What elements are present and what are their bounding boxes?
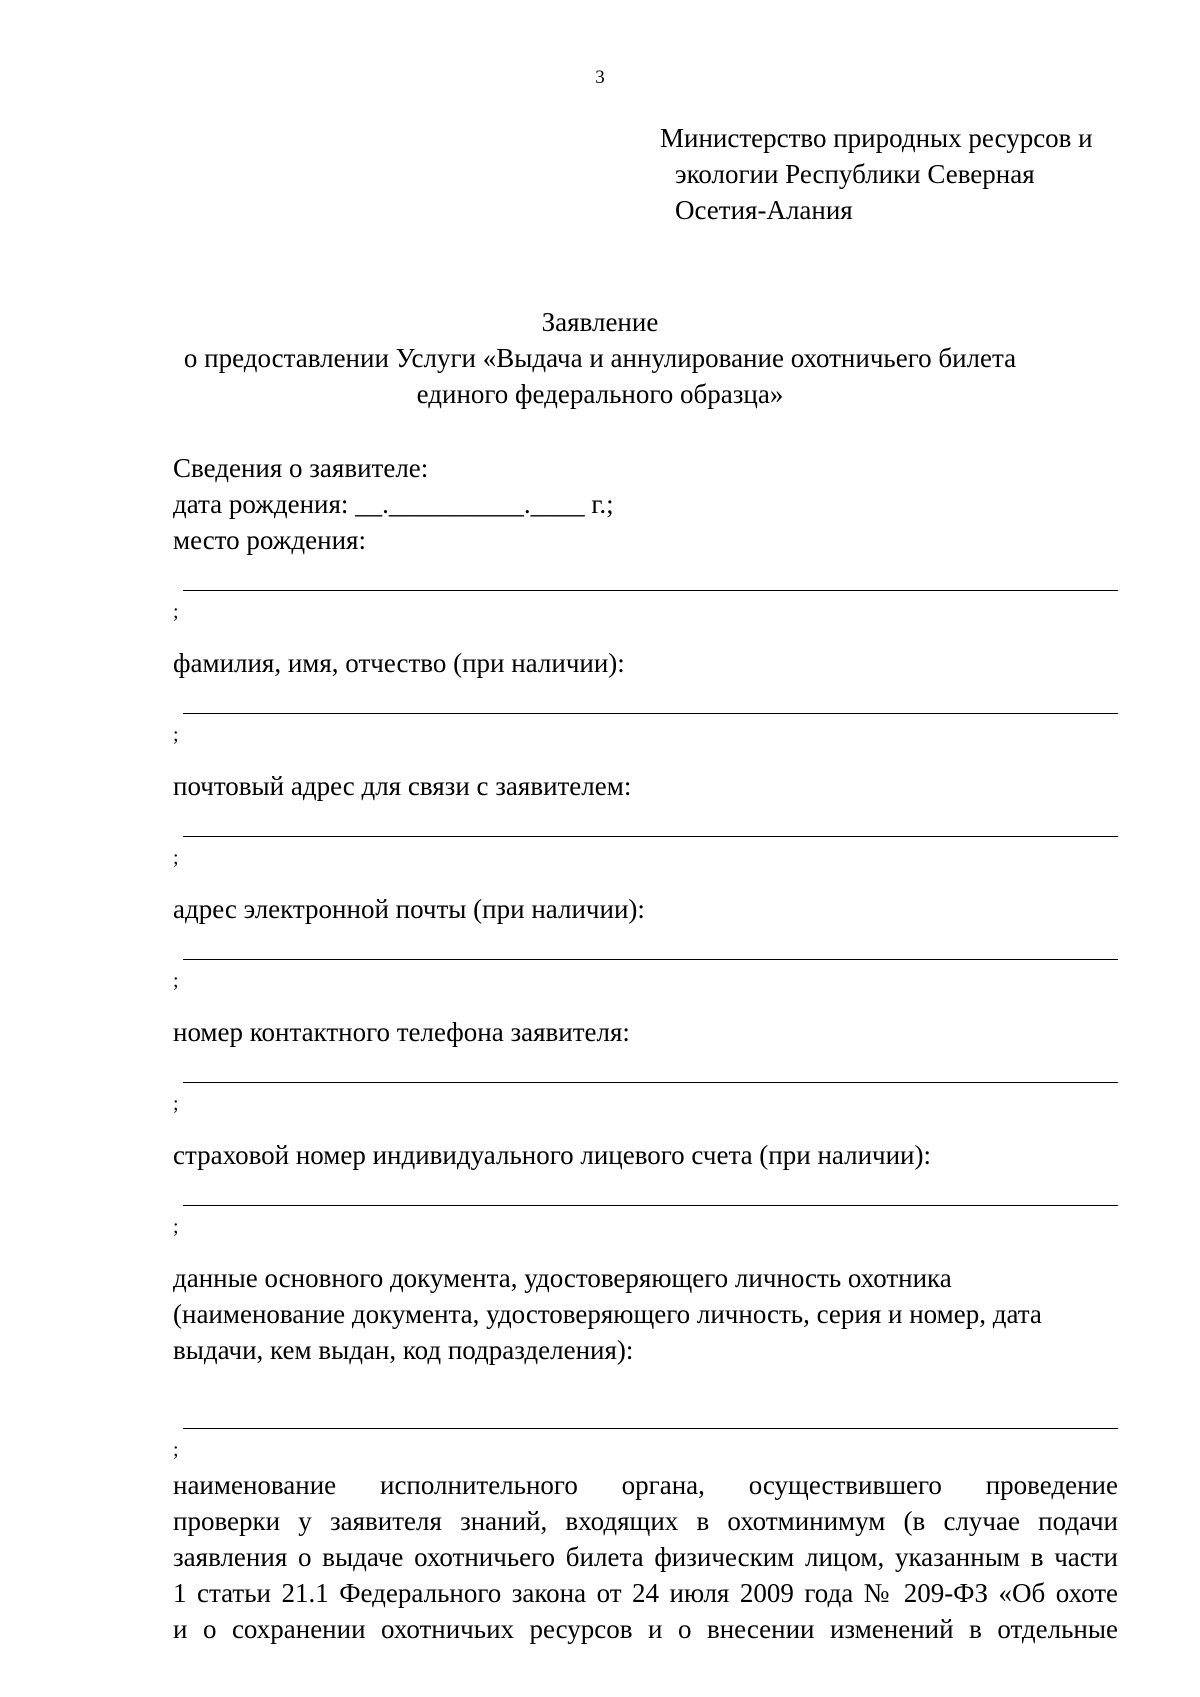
field-terminator: ;: [173, 1093, 179, 1115]
phone-label: номер контактного телефона заявителя:: [173, 1017, 630, 1047]
full-name-label: фамилия, имя, отчество (при наличии):: [173, 648, 625, 678]
application-form: [173, 450, 1118, 1647]
email-input-line[interactable]: [183, 927, 1118, 960]
title-heading: Заявление: [541, 307, 659, 337]
addressee-line: экологии Республики Северная: [675, 159, 1035, 189]
snils-input-line[interactable]: [183, 1173, 1118, 1206]
full-name-input-line[interactable]: [183, 681, 1118, 714]
authority-label: 1 статьи 21.1 Федерального закона от 24 июля 2009 года № 209-ФЗ «Об охоте: [173, 1578, 1118, 1608]
field-terminator: ;: [173, 847, 179, 869]
applicant-info-heading: Сведения о заявителе:: [173, 453, 429, 483]
addressee-block: [660, 120, 1130, 228]
field-terminator: ;: [173, 724, 179, 746]
birth-date-field[interactable]: дата рождения: __.__________.____ г.;: [173, 489, 614, 519]
authority-label: заявления о выдаче охотничьего билета физическим лицом, указанным в части: [173, 1542, 1118, 1572]
id-document-label: выдачи, кем выдан, код подразделения):: [173, 1335, 634, 1365]
id-document-input-line[interactable]: [183, 1396, 1118, 1429]
document-title: [0, 304, 1200, 412]
authority-label: наименование исполнительного органа, осуществившего проведение: [173, 1470, 1118, 1500]
postal-address-input-line[interactable]: [183, 804, 1118, 837]
field-terminator: ;: [173, 1439, 179, 1461]
birth-place-input-line[interactable]: [183, 558, 1118, 591]
authority-label: и о сохранении охотничьих ресурсов и о внесении изменений в отдельные: [173, 1614, 1118, 1644]
postal-address-label: почтовый адрес для связи с заявителем:: [173, 771, 632, 801]
email-label: адрес электронной почты (при наличии):: [173, 894, 645, 924]
id-document-label: (наименование документа, удостоверяющего личность, серия и номер, дата: [173, 1299, 1042, 1329]
authority-label: проверки у заявителя знаний, входящих в охотминимум (в случае подачи: [173, 1506, 1118, 1536]
field-terminator: ;: [173, 970, 179, 992]
birth-place-label: место рождения:: [173, 525, 366, 555]
snils-label: страховой номер индивидуального лицевого счета (при наличии):: [173, 1140, 932, 1170]
addressee-line: Осетия-Алания: [675, 195, 853, 225]
id-document-label: данные основного документа, удостоверяющего личность охотника: [173, 1263, 952, 1293]
title-line: о предоставлении Услуги «Выдача и аннулирование охотничьего билета: [183, 343, 1017, 373]
field-terminator: ;: [173, 1216, 179, 1238]
page-number: 3: [595, 67, 605, 88]
field-terminator: ;: [173, 601, 179, 623]
phone-input-line[interactable]: [183, 1050, 1118, 1083]
title-line: единого федерального образца»: [416, 379, 784, 409]
addressee-line: Министерство природных ресурсов и: [660, 123, 1093, 153]
